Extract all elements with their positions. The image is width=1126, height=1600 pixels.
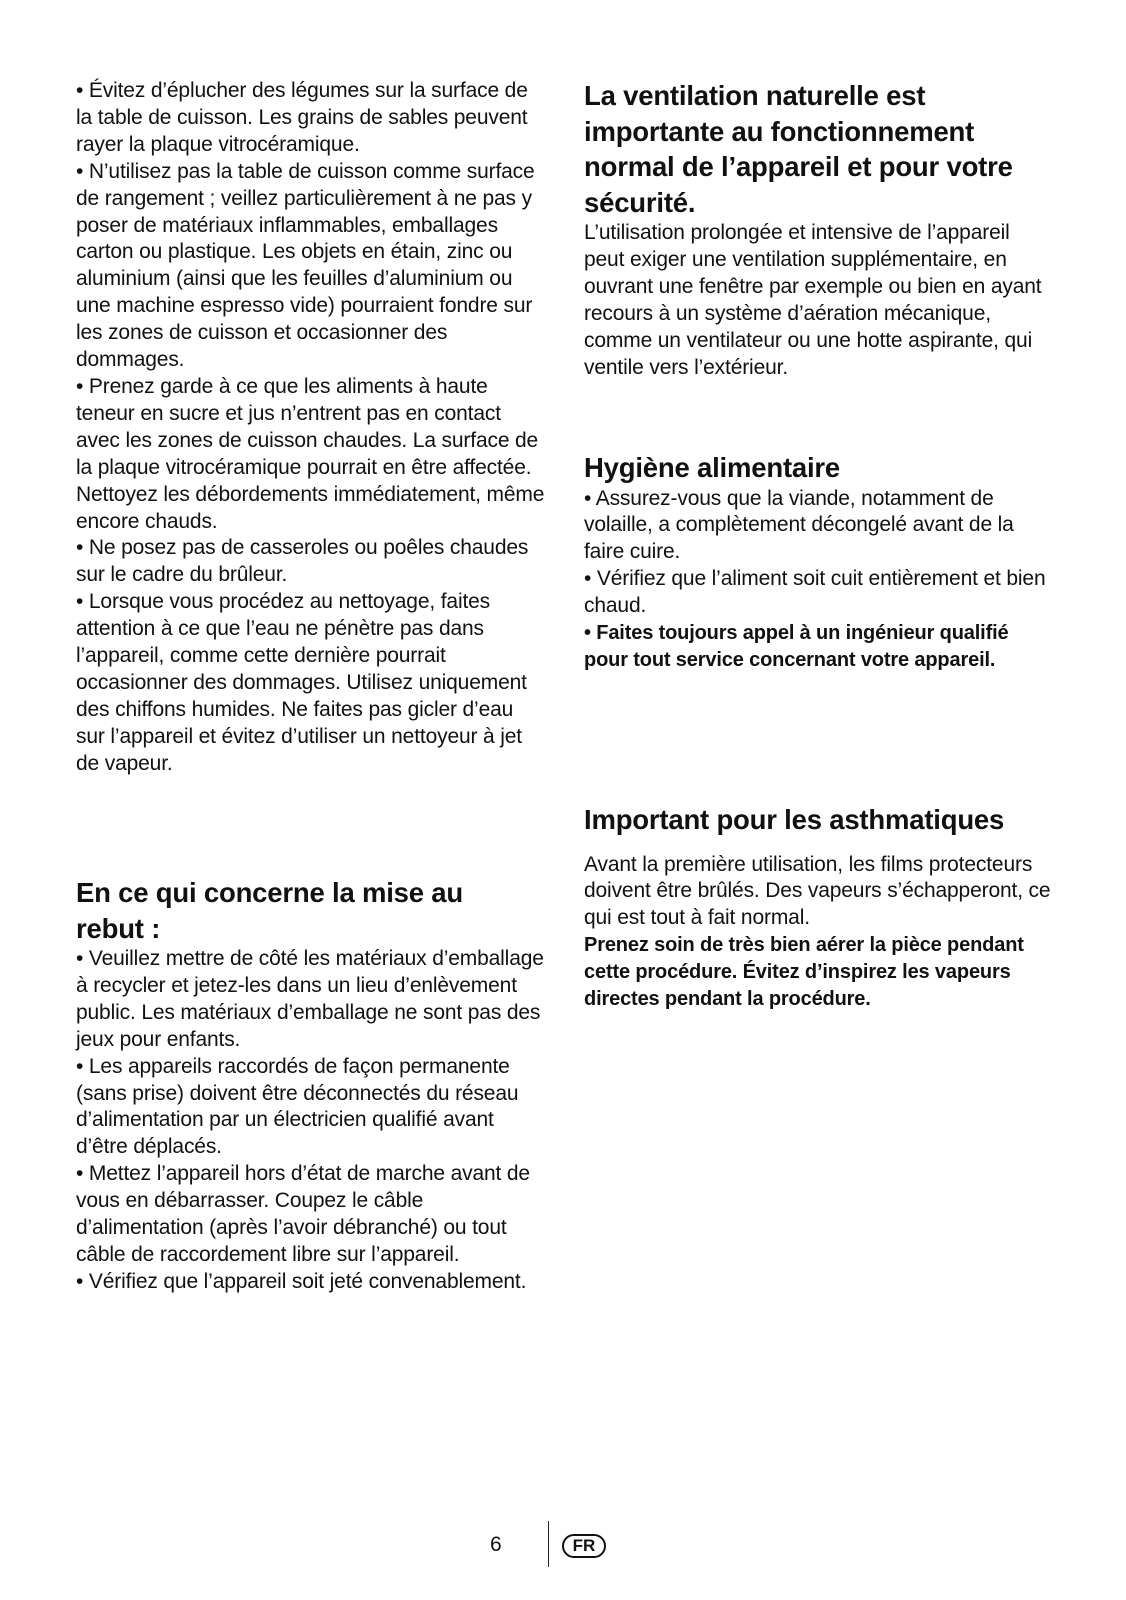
cooking-advice-list	[76, 78, 546, 778]
disposal-paragraph: • Vérifiez que l’appareil soit jeté convenablement.	[76, 1269, 527, 1293]
footer-divider	[548, 1521, 549, 1567]
advice-paragraph: • Ne posez pas de casseroles ou poêles chaudes sur le cadre du brûleur.	[76, 536, 529, 587]
asthma-heading: Important pour les asthmatiques	[584, 804, 1005, 835]
ventilation-body: L’utilisation prolongée et intensive de l’appareil peut exiger une ventilation supplémentaire, en ouvrant une fenêtre par exemple ou bien en ayant recours à un système d’aération mécanique, comme un ventilateur ou une hotte aspirante, qui ventile vers l’extérieur.	[584, 221, 1042, 379]
asthma-bold-body: Prenez soin de très bien aérer la pièce pendant cette procédure. Évitez d’inspirez les vapeurs directes pendant la procédure.	[584, 934, 1024, 1010]
disposal-heading: En ce qui concerne la mise au rebut :	[76, 877, 463, 944]
advice-paragraph: • N’utilisez pas la table de cuisson comme surface de rangement ; veillez particulièrement à ne pas y poser de matériaux inflammables, emballages carton ou plastique. Les objets en étain, zinc ou aluminium (ainsi que les feuilles d’aluminium ou une machine espresso vide) pourraient fondre sur les zones de cuisson et occasionner des dommages.	[76, 159, 535, 372]
hygiene-item: • Assurez-vous que la viande, notamment de volaille, a complètement décongelé avant de la faire cuire.	[584, 486, 1014, 564]
hygiene-item: • Vérifiez que l’aliment soit cuit entièrement et bien chaud.	[584, 567, 1046, 618]
language-badge: FR	[562, 1534, 606, 1558]
hygiene-bold-item: • Faites toujours appel à un ingénieur qualifié pour tout service concernant votre appareil.	[584, 622, 1009, 671]
asthma-section	[584, 802, 1054, 1013]
disposal-paragraph: • Veuillez mettre de côté les matériaux d’emballage à recycler et jetez-les dans un lieu d’enlèvement public. Les matériaux d’emballage ne sont pas des jeux pour enfants.	[76, 947, 544, 1051]
hygiene-heading: Hygiène alimentaire	[584, 452, 841, 483]
page-number: 6	[490, 1533, 502, 1556]
advice-paragraph: • Prenez garde à ce que les aliments à haute teneur en sucre et jus n’entrent pas en contact avec les zones de cuisson chaudes. La surface de la plaque vitrocéramique pourrait en être affectée. Nettoyez les débordements immédiatement, même encore chauds.	[76, 374, 545, 533]
hygiene-section	[584, 450, 1054, 674]
disposal-paragraph: • Mettez l’appareil hors d’état de marche avant de vous en débarrasser. Coupez le câble d’alimentation (après l’avoir débranché) ou tout câble de raccordement libre sur l’appareil.	[76, 1162, 530, 1266]
asthma-body: Avant la première utilisation, les films protecteurs doivent être brûlés. Des vapeurs s’échapperont, ce qui est tout à fait normal.	[584, 852, 1051, 930]
ventilation-heading: La ventilation naturelle est importante au fonctionnement normal de l’appareil et pour votre sécurité.	[584, 80, 1013, 218]
advice-paragraph: • Lorsque vous procédez au nettoyage, faites attention à ce que l’eau ne pénètre pas dans l’appareil, comme cette dernière pourrait occasionner des dommages. Utilisez uniquement des chiffons humides. Ne faites pas gicler d’eau sur l’appareil et évitez d’utiliser un nettoyeur à jet de vapeur.	[76, 590, 527, 775]
ventilation-section	[584, 78, 1054, 381]
disposal-paragraph: • Les appareils raccordés de façon permanente (sans prise) doivent être déconnectés du réseau d’alimentation par un électricien qualifié avant d’être déplacés.	[76, 1054, 519, 1159]
advice-paragraph: • Évitez d’éplucher des légumes sur la surface de la table de cuisson. Les grains de sables peuvent rayer la plaque vitrocéramique.	[76, 79, 528, 156]
disposal-section	[76, 875, 546, 1296]
